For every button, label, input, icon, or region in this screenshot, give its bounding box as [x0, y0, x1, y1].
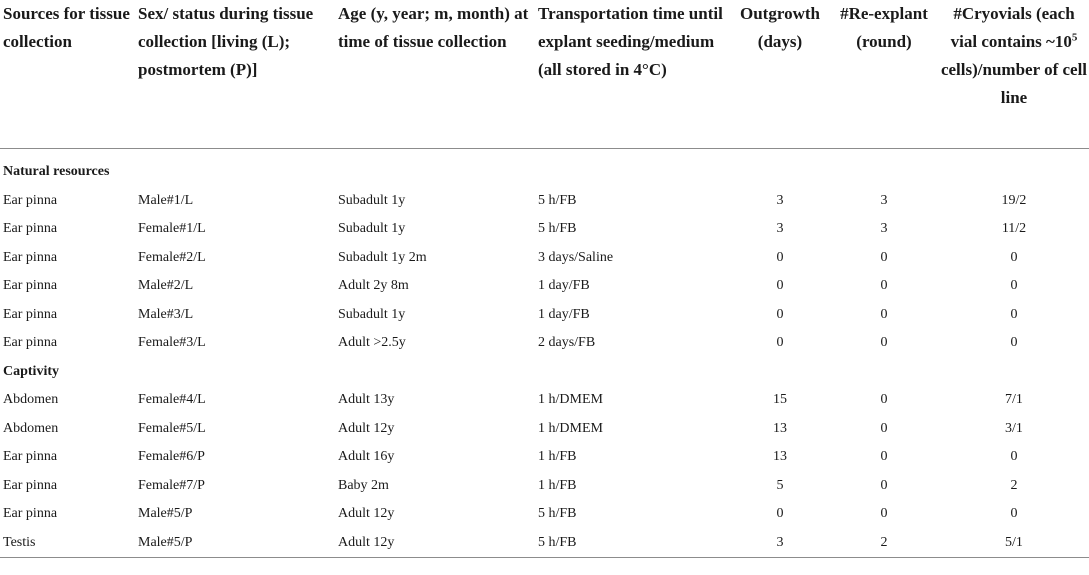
cell-outgrowth: 0	[776, 249, 784, 265]
cell-outgrowth: 13	[773, 420, 787, 436]
table-row	[0, 215, 1089, 244]
header-re-explant: #Re-explant (round)	[840, 4, 928, 51]
cell-cryovials: 0	[1010, 278, 1018, 294]
cell-source: Ear pinna	[3, 449, 58, 465]
section-row	[0, 158, 1089, 187]
cell-transportation: 5 h/FB	[538, 506, 577, 522]
cell-source: Abdomen	[3, 392, 59, 408]
cell-cryovials: 0	[1010, 335, 1018, 351]
table-row	[0, 244, 1089, 273]
cell-outgrowth: 13	[773, 449, 787, 465]
cell-re-explant: 0	[880, 477, 888, 493]
section-label: Natural resources	[3, 164, 110, 180]
cell-transportation: 1 h/DMEM	[538, 420, 603, 436]
cell-source: Ear pinna	[3, 335, 58, 351]
table-row	[0, 386, 1089, 415]
table-row	[0, 301, 1089, 330]
cell-sex-status: Male#2/L	[138, 278, 194, 294]
cell-transportation: 5 h/FB	[538, 221, 577, 237]
header-cryovials-post: cells)/number of cell line	[940, 60, 1088, 107]
cell-sex-status: Female#6/P	[138, 449, 205, 465]
cell-transportation: 1 h/FB	[538, 477, 577, 493]
cell-source: Ear pinna	[3, 221, 58, 237]
cell-age: Subadult 1y	[338, 221, 406, 237]
header-transportation: Transportation time until explant seeding/medium (all stored in 4°C)	[538, 4, 723, 79]
cell-transportation: 1 h/FB	[538, 449, 577, 465]
cell-transportation: 1 h/DMEM	[538, 392, 603, 408]
cell-outgrowth: 0	[776, 278, 784, 294]
cell-outgrowth: 3	[776, 192, 784, 208]
cell-source: Ear pinna	[3, 249, 58, 265]
cell-sex-status: Male#5/P	[138, 506, 193, 522]
cell-sex-status: Male#3/L	[138, 306, 194, 322]
cell-cryovials: 0	[1010, 449, 1018, 465]
table-row	[0, 472, 1089, 501]
header-sources: Sources for tissue collection	[3, 4, 130, 51]
cell-age: Adult 2y 8m	[338, 278, 409, 294]
cell-source: Ear pinna	[3, 192, 58, 208]
cell-source: Ear pinna	[3, 306, 58, 322]
cell-age: Adult 13y	[338, 392, 395, 408]
cell-age: Subadult 1y	[338, 192, 406, 208]
cell-re-explant: 0	[880, 306, 888, 322]
cell-cryovials: 5/1	[939, 529, 1089, 558]
cell-cryovials: 7/1	[1005, 392, 1023, 408]
cell-outgrowth: 5	[776, 477, 784, 493]
table-row	[0, 443, 1089, 472]
table-row	[0, 415, 1089, 444]
cell-cryovials: 0	[1010, 506, 1018, 522]
cell-outgrowth: 0	[776, 506, 784, 522]
cell-sex-status: Female#4/L	[138, 392, 206, 408]
cell-age: Subadult 1y	[338, 306, 406, 322]
section-label: Captivity	[3, 363, 59, 379]
header-sex-status: Sex/ status during tissue collection [living (L); postmortem (P)]	[138, 4, 314, 79]
cell-source: Abdomen	[3, 420, 59, 436]
cell-cryovials: 11/2	[1001, 221, 1027, 237]
cell-re-explant: 0	[880, 249, 888, 265]
cell-cryovials: 2	[1010, 477, 1018, 493]
cell-age: Adult 16y	[338, 449, 395, 465]
cell-re-explant: 3	[880, 192, 888, 208]
cell-cryovials: 19/2	[1001, 192, 1027, 208]
cell-sex-status: Male#5/P	[135, 529, 335, 558]
header-cryovials-pre: #Cryovials (each vial contains ~10	[950, 4, 1075, 51]
cell-re-explant: 0	[880, 278, 888, 294]
cell-re-explant: 0	[880, 506, 888, 522]
cell-age: Adult 12y	[338, 420, 395, 436]
cell-age: Adult 12y	[335, 529, 535, 558]
cell-transportation: 1 day/FB	[538, 306, 590, 322]
table-row	[0, 529, 1089, 558]
cell-sex-status: Female#2/L	[138, 249, 206, 265]
cell-re-explant: 0	[880, 449, 888, 465]
cell-sex-status: Female#7/P	[138, 477, 205, 493]
cell-sex-status: Female#5/L	[138, 420, 206, 436]
table-row	[0, 500, 1089, 529]
cell-transportation: 2 days/FB	[538, 335, 596, 351]
table-row	[0, 329, 1089, 358]
cell-transportation: 1 day/FB	[538, 278, 590, 294]
cell-outgrowth: 3	[731, 529, 829, 558]
cell-transportation: 5 h/FB	[538, 192, 577, 208]
spacer-row	[0, 149, 1089, 159]
cell-re-explant: 0	[880, 392, 888, 408]
section-row	[0, 358, 1089, 387]
header-cryovials	[939, 0, 1089, 149]
cell-source: Ear pinna	[3, 278, 58, 294]
header-outgrowth: Outgrowth (days)	[740, 4, 820, 51]
table-row	[0, 187, 1089, 216]
header-age: Age (y, year; m, month) at time of tissue collection	[338, 4, 529, 51]
cell-source: Ear pinna	[3, 506, 58, 522]
cell-transportation: 5 h/FB	[535, 529, 731, 558]
cell-outgrowth: 0	[776, 335, 784, 351]
cell-age: Baby 2m	[338, 477, 389, 493]
table-body	[0, 149, 1089, 558]
cell-re-explant: 0	[880, 335, 888, 351]
cell-cryovials: 3/1	[1005, 420, 1023, 436]
cell-age: Adult >2.5y	[338, 335, 406, 351]
cell-re-explant: 0	[880, 420, 888, 436]
cell-re-explant: 3	[880, 221, 888, 237]
cell-source: Ear pinna	[3, 477, 58, 493]
cell-sex-status: Female#1/L	[138, 221, 206, 237]
cell-outgrowth: 15	[773, 392, 787, 408]
cell-transportation: 3 days/Saline	[538, 249, 614, 265]
cell-re-explant: 2	[829, 529, 939, 558]
header-cryovials-sup: 5	[1071, 31, 1078, 44]
cell-cryovials: 0	[1010, 249, 1018, 265]
cell-age: Subadult 1y 2m	[338, 249, 427, 265]
cell-age: Adult 12y	[338, 506, 395, 522]
cell-sex-status: Female#3/L	[138, 335, 206, 351]
cell-outgrowth: 3	[776, 221, 784, 237]
table-header	[0, 0, 1089, 149]
cell-cryovials: 0	[1010, 306, 1018, 322]
spacer-cell	[0, 149, 1089, 159]
cell-sex-status: Male#1/L	[138, 192, 194, 208]
cell-source: Testis	[0, 529, 135, 558]
table-row	[0, 272, 1089, 301]
cell-outgrowth: 0	[776, 306, 784, 322]
